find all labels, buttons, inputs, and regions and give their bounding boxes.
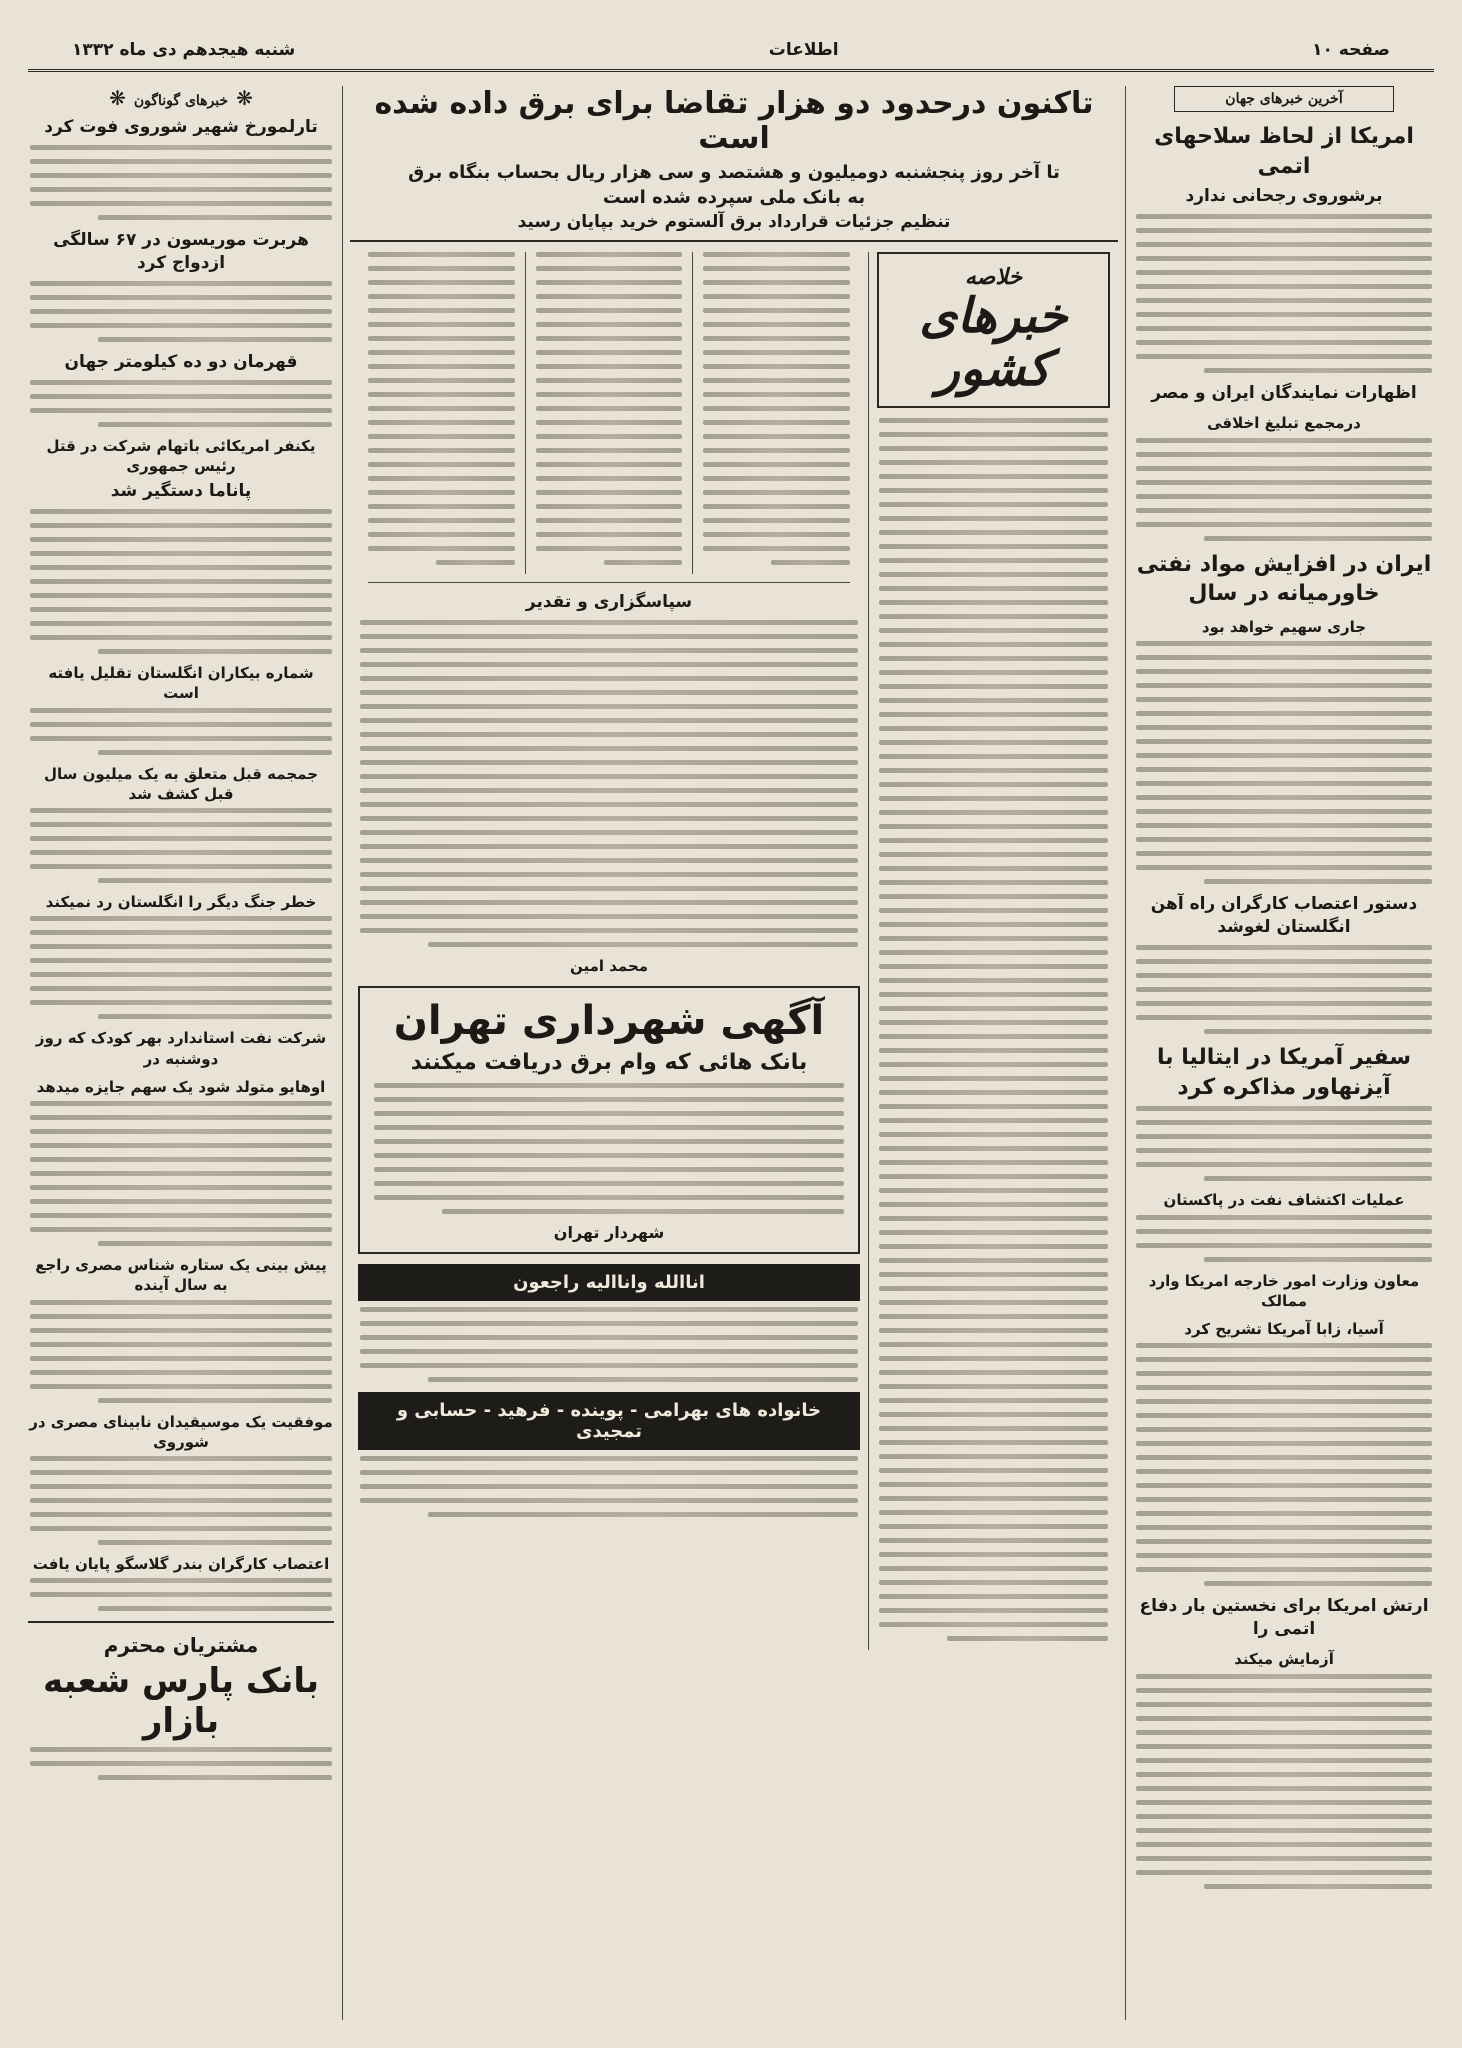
domestic-news-column — [868, 252, 1118, 1650]
article-text-lines — [1134, 1343, 1434, 1586]
headline: دستور اعتصاب کارگران راه آهن انگلستان لغوشد — [1150, 894, 1418, 938]
world-news-box: آخرین خبرهای جهان — [1174, 86, 1394, 112]
domestic-news-title — [877, 252, 1110, 408]
article-text-lines — [1134, 1215, 1434, 1262]
article-text-lines — [1134, 1674, 1434, 1889]
page-folio — [28, 30, 1434, 72]
lead-subheadline: تا آخر روز پنجشنبه دومیلیون و هشتصد و سی هزار ریال بحساب بنگاه برق — [408, 162, 1060, 183]
left-column — [28, 86, 334, 2020]
article-text-lines — [1134, 1106, 1434, 1181]
issue-date: شنبه هیجدهم دی ماه ۱۳۳۲ — [72, 39, 296, 60]
notice-text-lines — [358, 1456, 860, 1517]
headline: معاون وزارت امور خارجه امریکا وارد ممالک — [1148, 1271, 1420, 1310]
article-text-lines — [28, 1456, 334, 1545]
title-main: خبرهای کشور — [919, 288, 1068, 397]
headline: سفیر آمریکا در ایتالیا با آیزنهاور مذاکره کرد — [1157, 1045, 1411, 1100]
article-text-lines — [1134, 438, 1434, 541]
article-text-lines — [534, 252, 685, 565]
signature: محمد امین — [569, 956, 649, 975]
bank-ad-heading: مشتریان محترم — [103, 1633, 259, 1658]
article-text-lines — [28, 380, 334, 427]
headline: هربرت موریسون در ۶۷ سالگی ازدواج کرد — [53, 229, 309, 273]
mourning-notice-title: اناالله واناالیه راجعون — [358, 1264, 860, 1301]
lead-story-banner — [350, 86, 1118, 242]
headline: اظهارات نمایندگان ایران و مصر — [1151, 383, 1417, 404]
bank-ad-name: بانک پارس شعبه بازار — [43, 1661, 319, 1742]
newspaper-page — [28, 30, 1434, 2020]
article-text-lines — [701, 252, 852, 565]
bank-ad — [28, 1621, 334, 1780]
notice-text-lines — [358, 1307, 860, 1382]
column-rule — [342, 86, 343, 2020]
subheadline: آسیا، زابا آمریکا تشریح کرد — [1184, 1320, 1384, 1339]
article-text-lines — [28, 1578, 334, 1611]
article-text-lines — [28, 916, 334, 1019]
headline: ایران در افزایش مواد نفتی خاورمیانه در سال — [1136, 551, 1432, 607]
article-text-lines — [366, 252, 517, 565]
headline: اعتصاب کارگران بندر گلاسگو پایان یافت — [32, 1555, 330, 1574]
headline: قهرمان دو ده کیلومتر جهان — [64, 351, 298, 372]
subheadline: درمجمع تبلیغ اخلاقی — [1207, 414, 1361, 433]
thanks-notice-title: خانواده های بهرامی - پوینده - فرهید - حسابی و تمجیدی — [358, 1392, 860, 1450]
headline: ارتش امریکا برای نخستین بار دفاع اتمی را — [1139, 1596, 1429, 1640]
subheadline: آزمایش میکند — [1234, 1650, 1334, 1669]
lead-story-text — [525, 252, 693, 574]
article-text-lines — [877, 418, 1110, 1641]
article-text-lines — [1134, 641, 1434, 884]
bank-ad-text-lines — [28, 1747, 334, 1780]
miscellaneous-news-label: خبرهای گوناگون — [133, 93, 229, 109]
headline: یکنفر امریکائی باتهام شرکت در قتل رئیس جمهوری — [46, 436, 316, 475]
article-text-lines — [28, 808, 334, 883]
headline: جمجمه قبل متعلق به یک میلیون سال قبل کشف شد — [44, 764, 318, 803]
ad-title: آگهی شهرداری تهران — [393, 998, 825, 1045]
lead-subheadline: به بانک ملی سپرده شده است — [602, 187, 866, 208]
article-text-lines — [1134, 214, 1434, 373]
article-text-lines — [28, 1300, 334, 1403]
right-column — [1134, 86, 1434, 2020]
lead-story-text — [692, 252, 860, 574]
subheadline: اوهایو متولد شود یک سهم جایزه میدهد — [36, 1077, 326, 1096]
ad-signature: شهردار تهران — [553, 1223, 665, 1243]
title-prefix: خلاصه — [964, 264, 1023, 290]
ad-text-lines — [372, 1083, 846, 1214]
headline: شماره بیکاران انگلستان تقلیل یافته است — [48, 664, 314, 703]
subheadline: جاری سهیم خواهد بود — [1201, 617, 1367, 636]
page-number: صفحه ۱۰ — [1312, 39, 1390, 60]
article-text-lines — [28, 1101, 334, 1246]
article-text-lines — [28, 708, 334, 755]
lead-headline: تاکنون درحدود دو هزار تقاضا برای برق داده شده است — [374, 86, 1094, 156]
ad-subtitle: بانک هائی که وام برق دریافت میکنند — [410, 1050, 808, 1076]
headline: عملیات اکتشاف نفت در پاکستان — [1163, 1191, 1405, 1210]
center-column — [350, 86, 1118, 2020]
lead-story-subcolumns — [358, 252, 860, 574]
lead-story-text — [358, 252, 525, 574]
headline: شرکت نفت استاندارد بهر کودک که روز دوشنبه در — [35, 1029, 327, 1068]
article-text-lines — [28, 281, 334, 342]
lead-story-columns — [350, 252, 1118, 1650]
headline: امریکا از لحاظ سلاحهای اتمی — [1154, 124, 1414, 179]
headline: تارلمورخ شهیر شوروی فوت کرد — [44, 117, 318, 137]
article-text-lines — [1134, 945, 1434, 1034]
headline: سپاسگزاری و تقدیر — [525, 592, 693, 612]
article-text-lines — [28, 509, 334, 654]
headline: خطر جنگ دیگر را انگلستان رد نمیکند — [45, 893, 317, 912]
divider — [368, 582, 850, 583]
lead-story-body — [350, 252, 868, 1650]
miscellaneous-news-header: ❋خبرهای گوناگون❋ — [109, 86, 253, 110]
subheadline: پاناما دستگیر شد — [110, 481, 252, 502]
article-text-lines — [358, 620, 860, 947]
column-rule — [1125, 86, 1126, 2020]
headline: موفقیت یک موسیقیدان نابینای مصری در شوروی — [29, 1412, 333, 1451]
paper-name: اطلاعات — [768, 39, 839, 60]
headline: پیش بینی یک ستاره شناس مصری راجع به سال آینده — [35, 1256, 327, 1295]
subheadline: برشوروی رجحانی ندارد — [1185, 186, 1383, 207]
municipality-ad — [358, 986, 860, 1254]
article-text-lines — [28, 145, 334, 220]
lead-subheadline: تنظیم جزئیات قرارداد برق آلستوم خرید بپایان رسید — [517, 212, 951, 232]
